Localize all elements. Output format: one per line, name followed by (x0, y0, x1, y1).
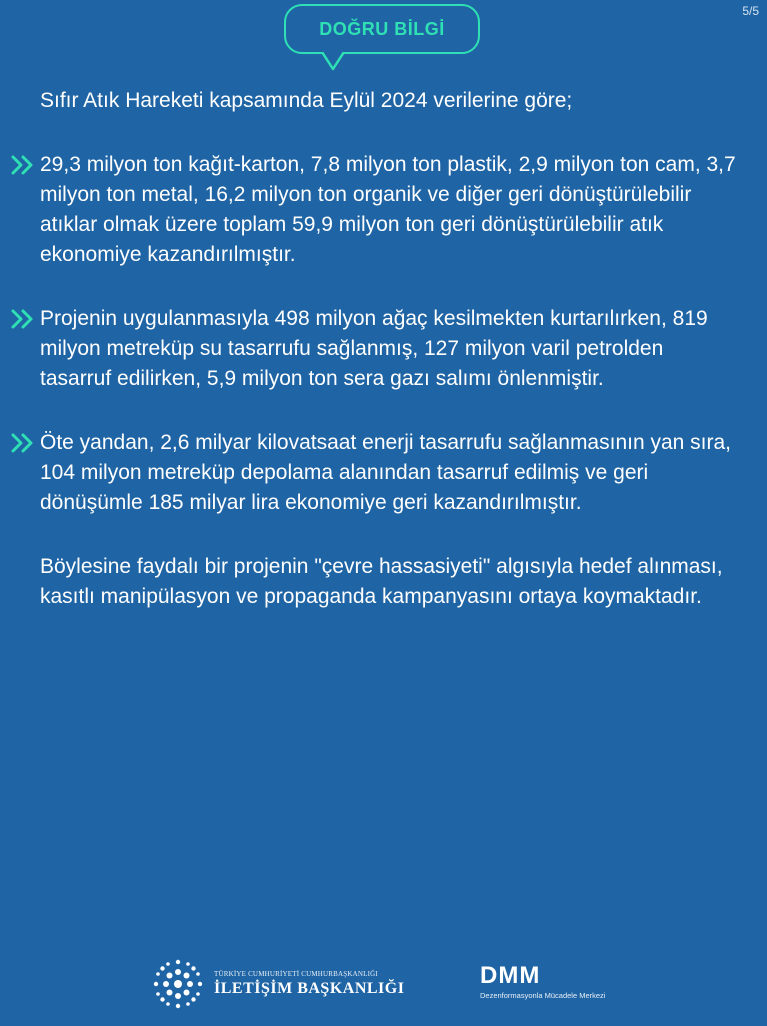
bullet-item (40, 304, 740, 394)
dmm-subtitle: Dezenformasyonla Mücadele Merkezi (480, 991, 606, 1000)
bullet-text: 29,3 milyon ton kağıt-karton, 7,8 milyon ton plastik, 2,9 milyon ton cam, 3,7 milyon ton metal, 16,2 milyon ton organik ve diğer geri dönüştürülebilir atıklar olmak üzere toplam 59,9 milyon ton geri dönüştürülebilir atık ekonomiye kazandırılmıştır. (40, 153, 736, 266)
bullet-text: Projenin uygulanmasıyla 498 milyon ağaç kesilmekten kurtarılırken, 819 milyon metreküp su tasarrufu sağlanmış, 127 milyon varil petrolden tasarruf edilirken, 5,9 milyon ton sera gazı salımı önlenmiştir. (40, 307, 708, 390)
double-chevron-icon (10, 154, 38, 176)
bullet-text: Öte yandan, 2,6 milyar kilovatsaat enerji tasarrufu sağlanmasının yan sıra, 104 milyon metreküp depolama alanından tasarruf edilmiş ve geri dönüşümle 185 milyar lira ekonomiye geri kazandırılmıştır. (40, 431, 732, 514)
iletisim-title: İLETİŞİM BAŞKANLIĞI (214, 980, 405, 997)
dogru-bilgi-badge (284, 4, 480, 54)
badge-label: DOĞRU BİLGİ (319, 18, 445, 39)
iletisim-small-text: TÜRKİYE CUMHURİYETİ CUMHURBAŞKANLIĞI (214, 970, 378, 978)
bullet-item (40, 150, 740, 270)
dmm-wordmark: DMM (480, 962, 541, 989)
iletisim-text (214, 970, 404, 998)
page-indicator: 5/5 (742, 4, 759, 18)
closing-text: Böylesine faydalı bir projenin "çevre hassasiyeti" algısıyla hedef alınması, kasıtlı manipülasyon ve propaganda kampanyasını ortaya koymaktadır. (40, 555, 723, 608)
iletisim-logo (152, 958, 404, 1010)
double-chevron-icon (10, 432, 38, 454)
emblem-icon (152, 958, 204, 1010)
main-content (40, 86, 740, 612)
bullet-item (40, 428, 740, 518)
double-chevron-icon (10, 308, 38, 330)
dmm-logo (480, 964, 605, 1000)
badge-tail-icon (320, 52, 346, 72)
intro-text: Sıfır Atık Hareketi kapsamında Eylül 2024 verilerine göre; (40, 89, 573, 112)
